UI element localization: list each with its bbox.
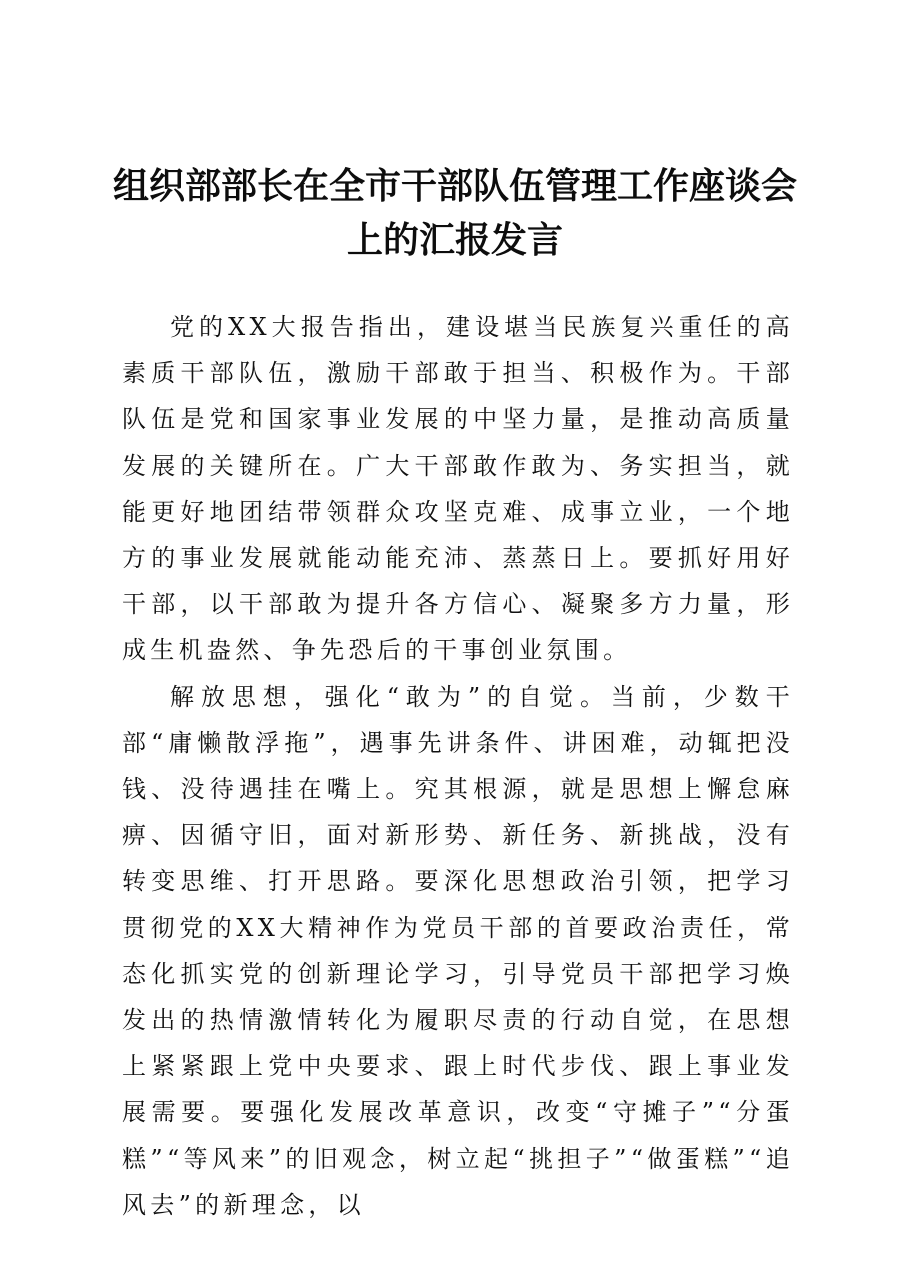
paragraph-intro: 党的XX大报告指出，建设堪当民族复兴重任的高素质干部队伍，激励干部敢于担当、积极作为。干部队伍是党和国家事业发展的中坚力量，是推动高质量发展的关键所在。广大干部敢作敢为、务实担当，就能更好地团结带领群众攻坚克难、成事立业，一个地方的事业发展就能动能充沛、蒸蒸日上。要抓好用好干部，以干部敢为提升各方信心、凝聚多方力量，形成生机盎然、争先恐后的干事创业氛围。 — [122, 313, 794, 665]
document-title: 组织部部长在全市干部队伍管理工作座谈会上的汇报发言 — [112, 166, 797, 261]
document-body — [122, 304, 794, 1228]
paragraph-liberate-thinking: 解放思想，强化“敢为”的自觉。当前，少数干部“庸懒散浮拖”，遇事先讲条件、讲困难，动辄把没钱、没待遇挂在嘴上。究其根源，就是思想上懈怠麻痹、因循守旧，面对新形势、新任务、新挑战，没有转变思维、打开思路。要深化思想政治引领，把学习贯彻党的XX大精神作为党员干部的首要政治责任，常态化抓实党的创新理论学习，引导党员干部把学习焕发出的热情激情转化为履职尽责的行动自觉，在思想上紧紧跟上党中央要求、跟上时代步伐、跟上事业发展需要。要强化发展改革意识，改变“守摊子”“分蛋糕”“等风来”的旧观念，树立起“挑担子”“做蛋糕”“追风去”的新理念，以 — [122, 682, 794, 1219]
